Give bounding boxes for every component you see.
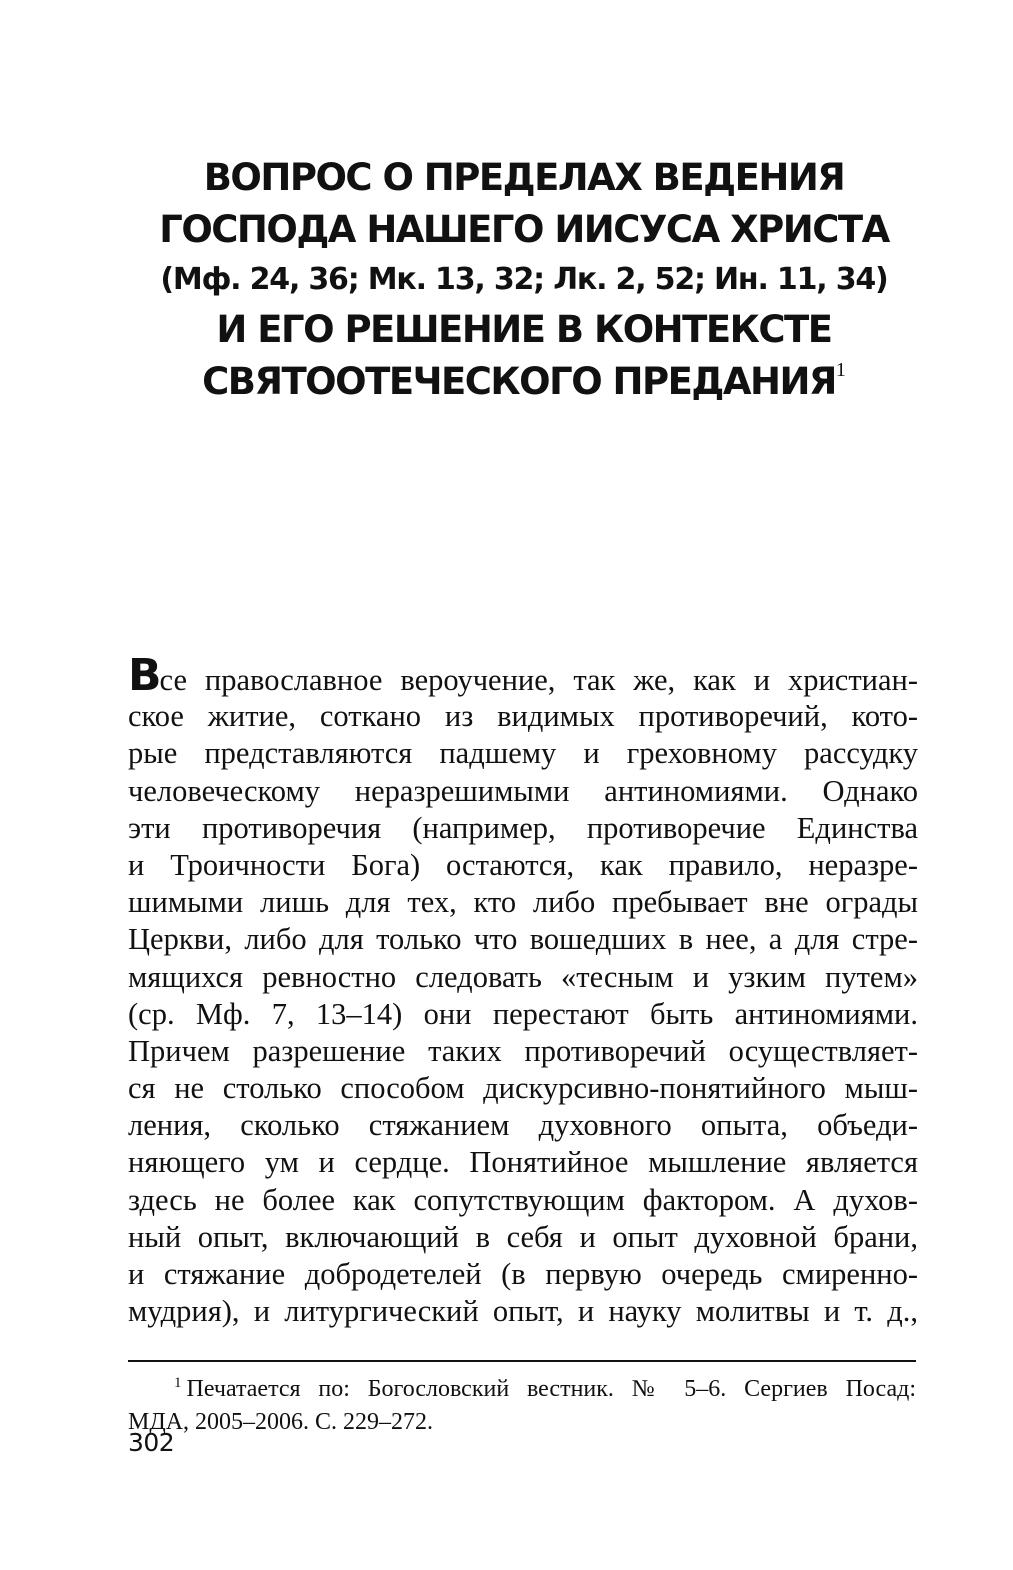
footnote <box>128 1373 916 1439</box>
body-line: рые представляются падшему и греховному рассудку <box>128 736 918 771</box>
title-line-5 <box>100 356 948 408</box>
body-line: няющего ум и сердце. Понятийное мышление является <box>128 1145 918 1180</box>
body-line: Церкви, либо для только что вошедших в нее, а для стре- <box>128 922 918 957</box>
body-line: ный опыт, включающий в себя и опыт духовной брани, <box>128 1219 918 1254</box>
footnote-mark: 1 <box>174 1375 182 1391</box>
title-line-4: И ЕГО РЕШЕНИЕ В КОНТЕКСТЕ <box>216 308 832 351</box>
title-line-5-text: СВЯТООТЕЧЕСКОГО ПРЕДАНИЯ <box>202 360 836 403</box>
title-footnote-mark: 1 <box>835 359 846 381</box>
body-line: здесь не более как сопутствующим фактором. А духов- <box>128 1182 918 1217</box>
footnote-line-2: МДА, 2005–2006. С. 229–272. <box>128 1409 434 1435</box>
title-scripture-references: (Мф. 24, 36; Мк. 13, 32; Лк. 2, 52; Ин. 11, 34) <box>160 262 888 297</box>
chapter-title <box>100 152 948 408</box>
body-line: Причем разрешение таких противоречий осуществляет- <box>128 1033 918 1068</box>
body-line: и стяжание добродетелей (в первую очередь смиренно- <box>128 1257 918 1291</box>
page-number: 302 <box>128 1428 175 1457</box>
body-line: эти противоречия (например, противоречие Единства <box>128 810 918 845</box>
footnote-line-1-text: Печатается по: Богословский вестник. № 5–6. Сергиев Посад: <box>186 1376 916 1402</box>
title-line-1: ВОПРОС О ПРЕДЕЛАХ ВЕДЕНИЯ <box>203 156 845 199</box>
title-line-2: ГОСПОДА НАШЕГО ИИСУСА ХРИСТА <box>159 208 889 251</box>
footnote-divider <box>128 1360 916 1362</box>
drop-cap: В <box>128 650 160 701</box>
body-line: шимыми лишь для тех, кто либо пребывает вне ограды <box>128 885 918 920</box>
body-line: ское житие, соткано из видимых противоречий, кото- <box>128 699 918 734</box>
footnote-line-1 <box>128 1373 916 1406</box>
body-line <box>128 650 918 701</box>
body-line: мудрия), и литургический опыт, и науку молитвы и т. д., <box>128 1294 918 1329</box>
body-line: человеческому неразрешимыми антиномиями. Однако <box>128 773 918 808</box>
body-line: мящихся ревностно следовать «тесным и узким путем» <box>128 959 918 994</box>
body-line-text: се православное вероучение, так же, как и христиан- <box>159 663 918 697</box>
body-paragraph <box>128 650 918 1330</box>
body-line: и Троичности Бога) остаются, как правило, неразре- <box>128 847 918 882</box>
body-line: ся не столько способом дискурсивно-понятийного мыш- <box>128 1071 918 1106</box>
body-line: ления, сколько стяжанием духовного опыта, объеди- <box>128 1108 918 1143</box>
body-line: (ср. Мф. 7, 13–14) они перестают быть антиномиями. <box>128 996 918 1031</box>
